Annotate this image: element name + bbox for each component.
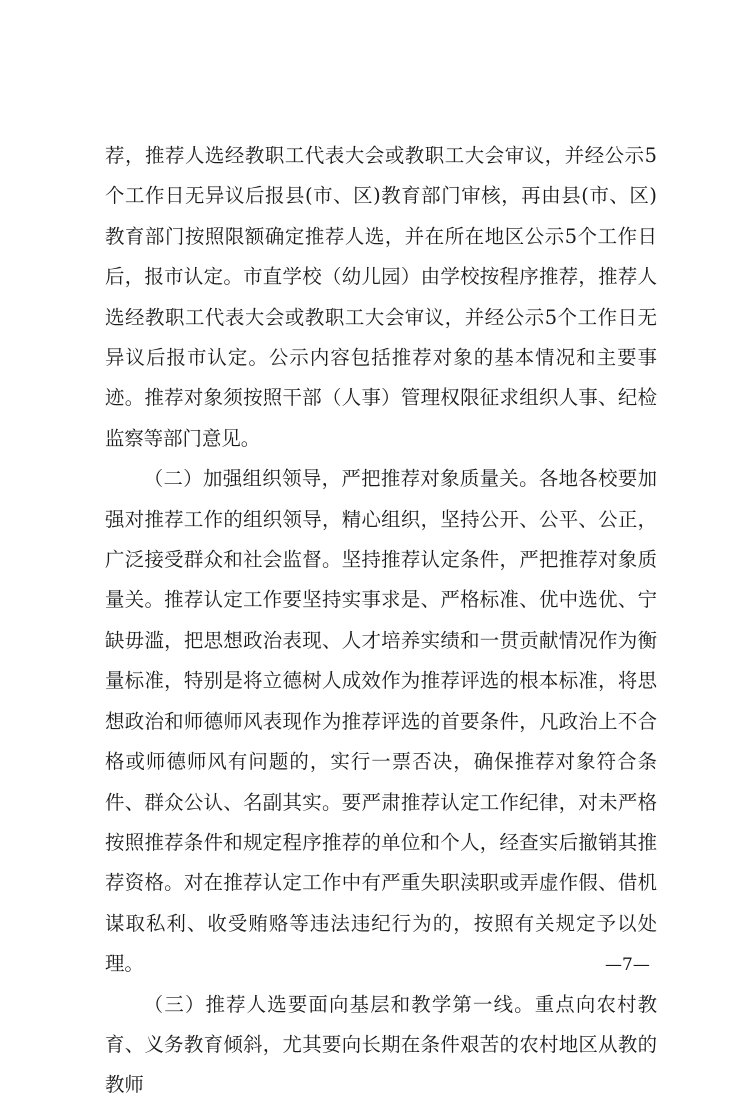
- document-body: [105, 136, 657, 1106]
- page-number: —7—: [605, 955, 650, 975]
- paragraph-section-three: （三）推荐人选要面向基层和教学第一线。重点向农村教育、义务教育倾斜，尤其要向长期在条件艰苦的农村地区从教的教师: [105, 992, 657, 1097]
- paragraph-continuation: 荐，推荐人选经教职工代表大会或教职工大会审议，并经公示5个工作日无异议后报县(市、区)教育部门审核，再由县(市、区)教育部门按照限额确定推荐人选，并在所在地区公示5个工作日后，报市认定。市直学校（幼儿园）由学校按程序推荐，推荐人选经教职工代表大会或教职工大会审议，并经公示5个工作日无异议后报市认定。公示内容包括推荐对象的基本情况和主要事迹。推荐对象须按照干部（人事）管理权限征求组织人事、纪检监察等部门意见。: [105, 144, 657, 450]
- paragraph-section-two: （二）加强组织领导，严把推荐对象质量关。各地各校要加强对推荐工作的组织领导，精心组织，坚持公开、公平、公正，广泛接受群众和社会监督。坚持推荐认定条件，严把推荐对象质量关。推荐认定工作要坚持实事求是、严格标准、优中选优、宁缺毋滥，把思想政治表现、人才培养实绩和一贯贡献情况作为衡量标准，特别是将立德树人成效作为推荐评选的根本标准，将思想政治和师德师风表现作为推荐评选的首要条件，凡政治上不合格或师德师风有问题的，实行一票否决，确保推荐对象符合条件、群众公认、名副其实。要严肃推荐认定工作纪律，对未严格按照推荐条件和规定程序推荐的单位和个人，经查实后撤销其推荐资格。对在推荐认定工作中有严重失职渎职或弄虚作假、借机谋取私利、收受贿赂等违法违纪行为的，按照有关规定予以处理。: [105, 467, 657, 976]
